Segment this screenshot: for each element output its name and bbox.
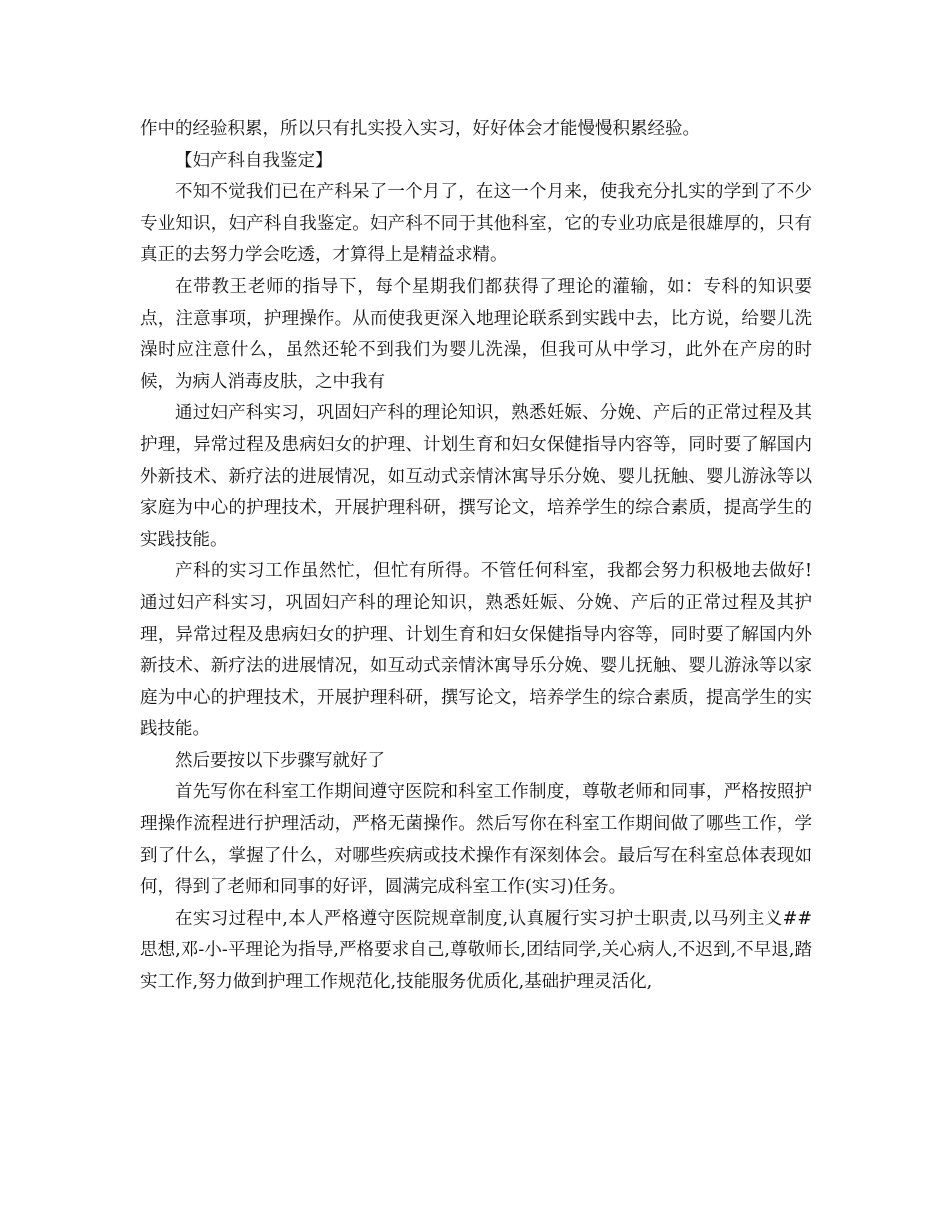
section-heading: 【妇产科自我鉴定】	[175, 150, 333, 171]
paragraph-6: 产科的实习工作虽然忙，但忙有所得。不管任何科室，我都会努力积极地去做好!通过妇产科实习，巩固妇产科的理论知识，熟悉妊娠、分娩、产后的正常过程及其护理，异常过程及患病妇女的护理、计划生育和妇女保健指导内容等，同时要了解国内外新技术、新疗法的进展情况，如互动式亲情沐寓导乐分娩、婴儿抚触、婴儿游泳等以家庭为中心的护理技术，开展护理科研，撰写论文，培养学生的综合素质，提高学生的实践技能。	[140, 561, 812, 740]
paragraph-5: 通过妇产科实习，巩固妇产科的理论知识，熟悉妊娠、分娩、产后的正常过程及其护理，异常过程及患病妇女的护理、计划生育和妇女保健指导内容等，同时要了解国内外新技术、新疗法的进展情况，如互动式亲情沐寓导乐分娩、婴儿抚触、婴儿游泳等以家庭为中心的护理技术，开展护理科研，撰写论文，培养学生的综合素质，提高学生的实践技能。	[140, 403, 812, 550]
paragraph-1: 作中的经验积累，所以只有扎实投入实习，好好体会才能慢慢积累经验。	[140, 119, 700, 139]
paragraph-8: 首先写你在科室工作期间遵守医院和科室工作制度，尊敬老师和同事，严格按照护理操作流程进行护理活动，严格无菌操作。然后写你在科室工作期间做了哪些工作，学到了什么，掌握了什么，对哪些疾病或技术操作有深刻体会。最后写在科室总体表现如何，得到了老师和同事的好评，圆满完成科室工作(实习)任务。	[140, 782, 812, 898]
paragraph-4: 在带教王老师的指导下，每个星期我们都获得了理论的灌输，如：专科的知识要点，注意事项，护理操作。从而使我更深入地理论联系到实践中去，比方说，给婴儿洗澡时应注意什么，虽然还轮不到我们为婴儿洗澡，但我可从中学习，此外在产房的时候，为病人消毒皮肤，之中我有	[140, 276, 812, 392]
paragraph-7: 然后要按以下步骤写就好了	[175, 750, 385, 771]
paragraph-3: 不知不觉我们已在产科呆了一个月了，在这一个月来，使我充分扎实的学到了不少专业知识，妇产科自我鉴定。妇产科不同于其他科室，它的专业功底是很雄厚的，只有真正的去努力学会吃透，才算得上是精益求精。	[140, 182, 812, 266]
document-body	[140, 114, 812, 999]
paragraph-9: 在实习过程中,本人严格遵守医院规章制度,认真履行实习护士职责,以马列主义##思想,邓-小-平理论为指导,严格要求自己,尊敬师长,团结同学,关心病人,不迟到,不早退,踏实工作,努力做到护理工作规范化,技能服务优质化,基础护理灵活化,	[140, 908, 812, 993]
